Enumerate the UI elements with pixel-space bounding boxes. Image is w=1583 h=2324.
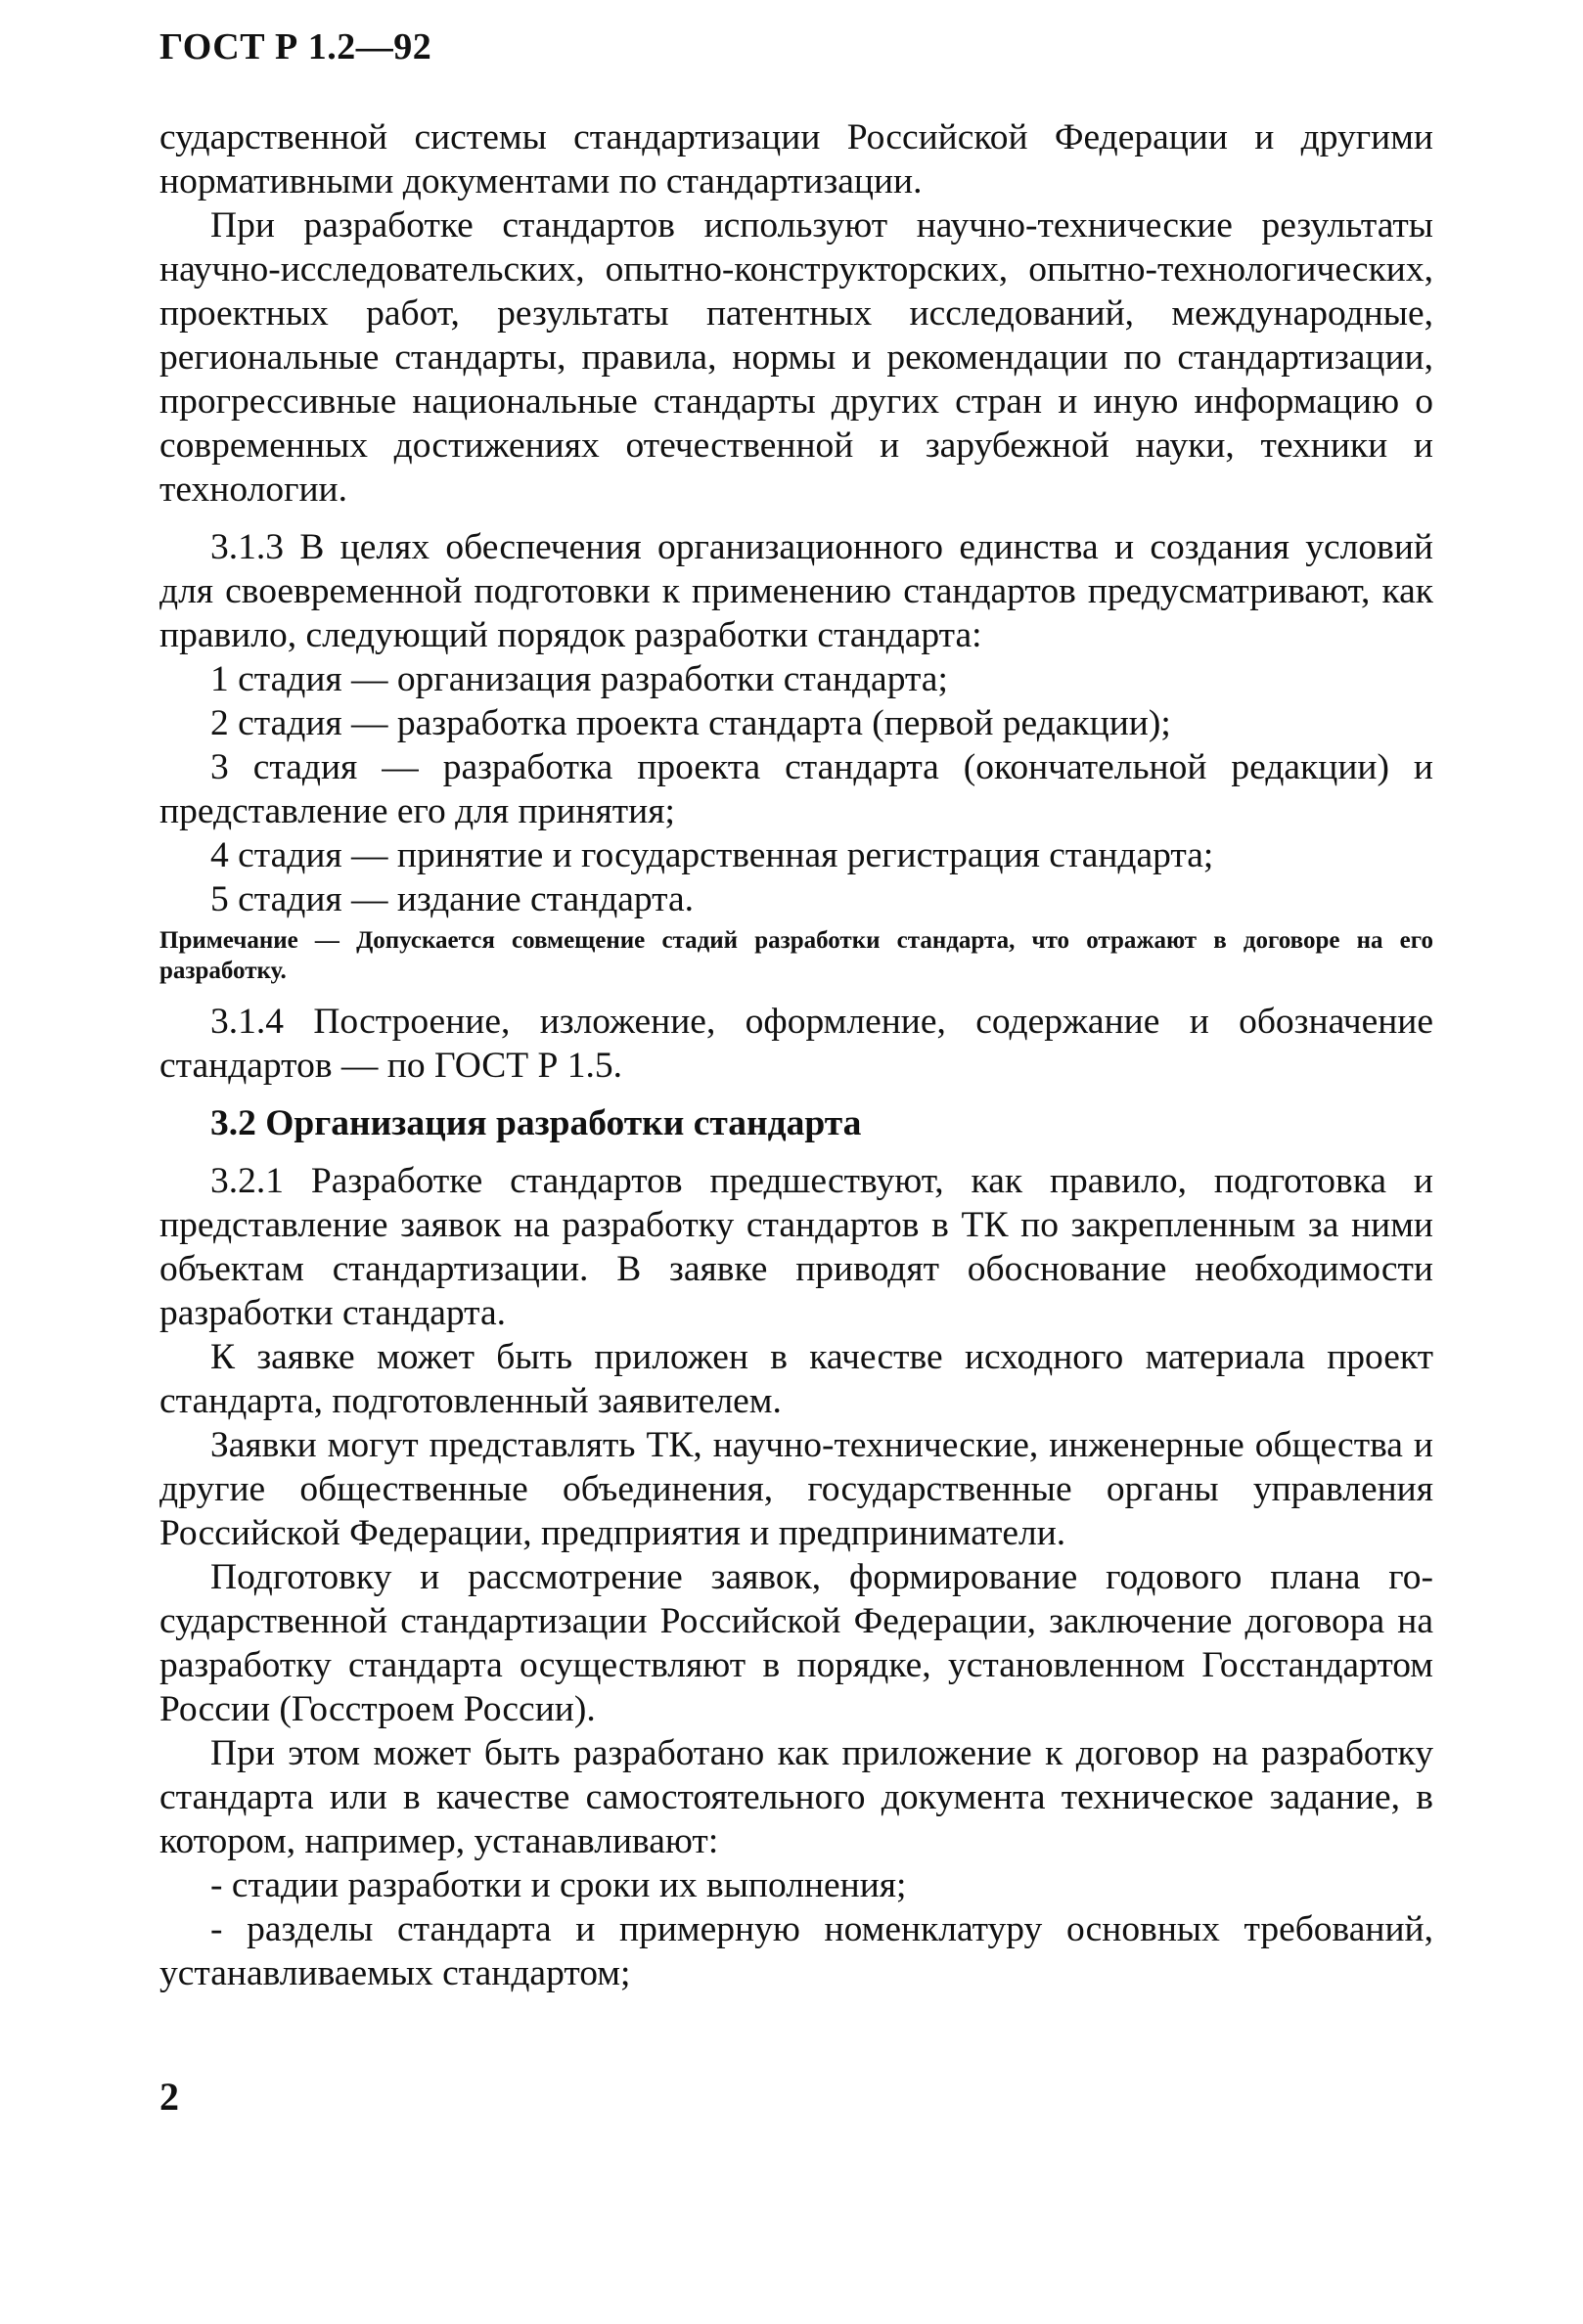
section-heading-3-2: 3.2 Организация разработки стандарта	[210, 1103, 862, 1143]
paragraph-attachment: К заявке может быть приложен в качестве исходного материала проект стандарта, подготовленный заявителем.	[159, 1337, 1433, 1421]
paragraph-technical-assignment: При этом может быть разработано как приложение к договор на разработку стандарта или в качестве самостоятельного документа техническое задание, в котором, например, устанавливают:	[159, 1733, 1433, 1861]
clause-3-1-4: 3.1.4 Построение, изложение, оформление, содержание и обозначение стандартов — по ГОСТ Р 1.5.	[159, 1002, 1433, 1086]
document-body	[159, 115, 1433, 1995]
list-item-sections: - разделы стандарта и примерную номенклатуру основных требований, устанавливаемых стандартом;	[159, 1909, 1433, 1993]
document-code-header: ГОСТ Р 1.2—92	[159, 26, 432, 67]
stage-1: 1 стадия — организация разработки стандарта;	[210, 659, 948, 699]
paragraph-applicants: Заявки могут представлять ТК, научно-технические, инженерные общества и другие общественные объединения, государственные органы управления Российской Федерации, предприятия и предприниматели.	[159, 1425, 1433, 1553]
stage-5: 5 стадия — издание стандарта.	[210, 879, 695, 919]
note: Примечание — Допускается совмещение стадий разработки стандарта, что отражают в договоре на его разработку.	[159, 927, 1433, 984]
clause-3-2-1: 3.2.1 Разработке стандартов предшествуют, как правило, подготовка и представление заявок на разработку стандартов в ТК по закрепленным за ними объектам стандартизации. В заявке приводят обоснование необходимости разработки стандарта.	[159, 1161, 1433, 1333]
stage-4: 4 стадия — принятие и государственная регистрация стандарта;	[210, 835, 1214, 875]
list-item-stages: - стадии разработки и сроки их выполнения;	[210, 1865, 907, 1905]
stage-2: 2 стадия — разработка проекта стандарта (первой редакции);	[210, 703, 1171, 743]
paragraph-procedure: Подготовку и рассмотрение заявок, формирование годового плана государственной стандартизации Российской Федерации, заключение договора на разработку стандарта осуществляют в порядке, установленном Госстандартом России (Госстроем России).	[159, 1557, 1433, 1729]
page-number: 2	[159, 2075, 179, 2119]
paragraph-continuation: сударственной системы стандартизации Российской Федерации и другими нормативными документами по стандартизации.	[159, 117, 1433, 201]
clause-3-1-3: 3.1.3 В целях обеспечения организационного единства и создания условий для своевременной подготовки к применению стандартов предусматривают, как правило, следующий порядок разработки стандарта:	[159, 527, 1433, 655]
paragraph-sources: При разработке стандартов используют научно-технические результаты научно-исследовательских, опытно-конструкторских, опытно-технологических, проектных работ, результаты патентных исследований, международные, региональные стандарты, правила, нормы и рекомендации по стандартизации, прогрессивные национальные стандарты других стран и иную информацию о современных достижениях отечественной и зарубежной науки, техники и технологии.	[159, 205, 1433, 510]
stage-3: 3 стадия — разработка проекта стандарта (окончательной редакции) и представление его для принятия;	[159, 747, 1433, 831]
